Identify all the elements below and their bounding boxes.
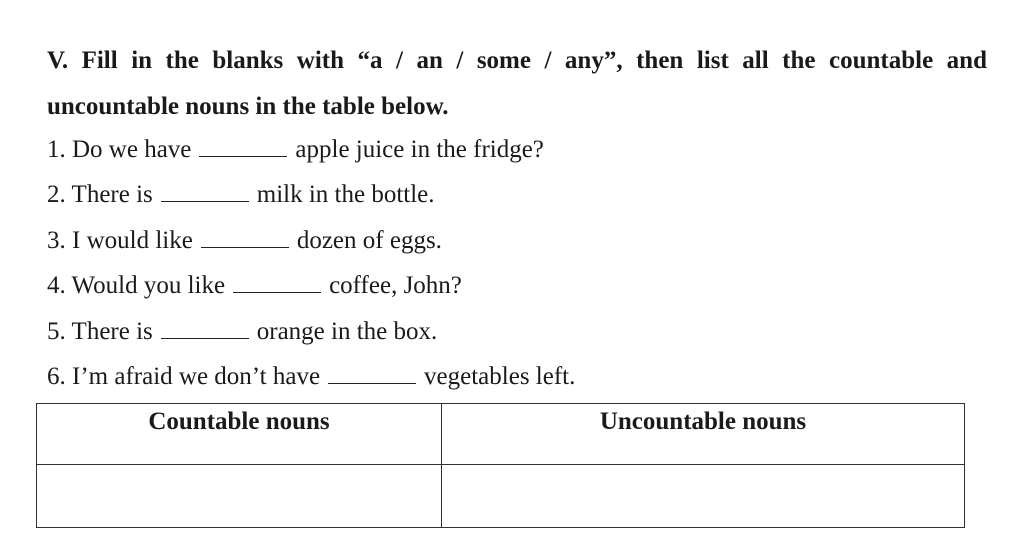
question-text-after: apple juice in the fridge? xyxy=(295,136,544,163)
question-item xyxy=(47,130,575,175)
question-item xyxy=(47,312,575,357)
countable-nouns-header: Countable nouns xyxy=(37,404,442,465)
question-text-after: milk in the bottle. xyxy=(256,181,435,209)
question-text-after: orange in the box. xyxy=(256,317,438,345)
question-text-before: 6. I’m afraid we don’t have xyxy=(47,362,321,390)
exercise-instruction: V. Fill in the blanks with “a / an / some / any”, then list all the countable and uncountable nouns in the table below. xyxy=(47,47,987,120)
question-text-before: 1. Do we have xyxy=(47,136,192,163)
answer-blank[interactable] xyxy=(233,268,321,293)
answer-blank[interactable] xyxy=(201,223,289,248)
noun-classification-table xyxy=(36,403,965,528)
question-item xyxy=(47,357,575,402)
question-text-after: vegetables left. xyxy=(424,362,576,390)
answer-blank[interactable] xyxy=(161,177,249,202)
table-header-row xyxy=(37,404,965,465)
countable-nouns-cell[interactable] xyxy=(37,465,442,528)
answer-blank[interactable] xyxy=(199,132,287,157)
question-text-before: 5. There is xyxy=(47,317,153,345)
table-row xyxy=(37,465,965,528)
uncountable-nouns-cell[interactable] xyxy=(442,465,965,528)
uncountable-nouns-header: Uncountable nouns xyxy=(442,404,965,465)
question-text-before: 3. I would like xyxy=(47,226,193,254)
question-item xyxy=(47,175,575,220)
question-text-before: 2. There is xyxy=(47,181,153,209)
question-list xyxy=(47,130,575,402)
question-item xyxy=(47,266,575,311)
question-text-before: 4. Would you like xyxy=(47,272,226,300)
question-text-after: coffee, John? xyxy=(329,272,462,300)
question-item xyxy=(47,221,575,266)
answer-blank[interactable] xyxy=(161,314,249,339)
answer-blank[interactable] xyxy=(328,359,416,384)
question-text-after: dozen of eggs. xyxy=(296,226,442,254)
